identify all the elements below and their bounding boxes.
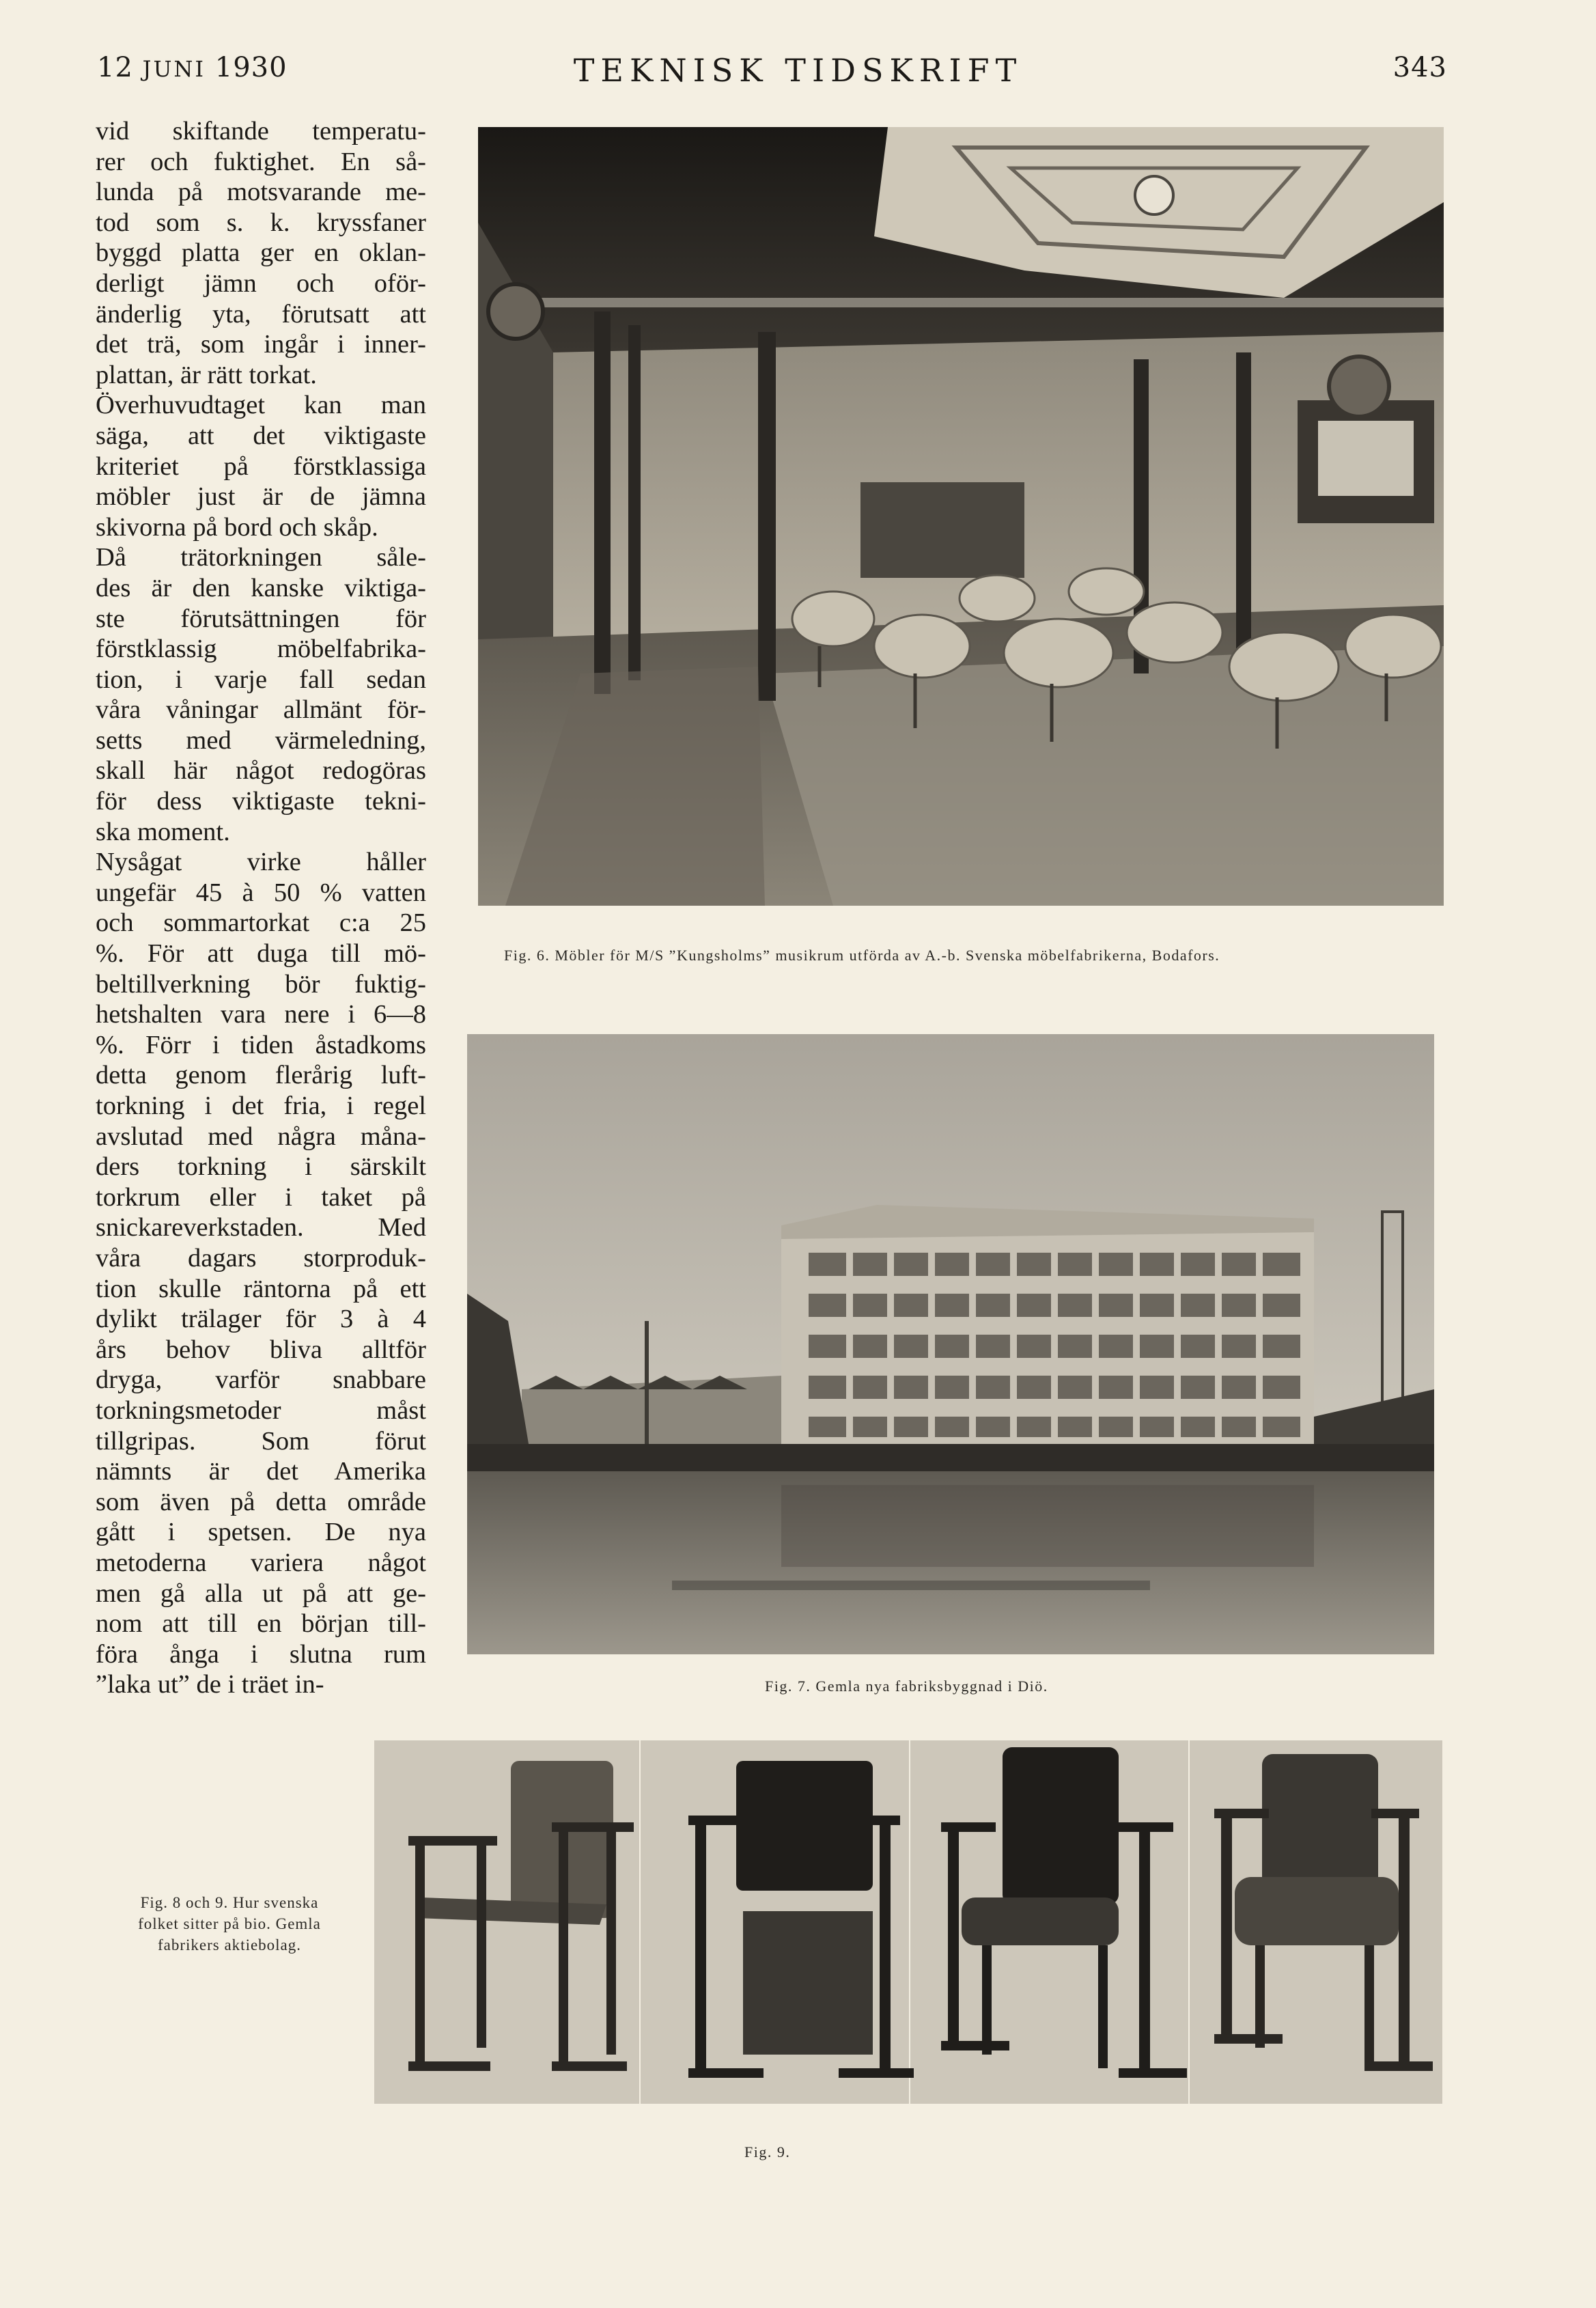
fig7-photo (467, 1034, 1434, 1654)
text-line: Överhuvudtaget kan man (96, 391, 426, 420)
text-line: ste förutsättningen för (96, 604, 426, 633)
text-line: och sommartorkat c:a 25 (96, 908, 426, 938)
text-line: tillgripas. Som förut (96, 1426, 426, 1456)
text-line: rer och fuktighet. En så- (96, 147, 426, 176)
date-year: 1930 (214, 52, 288, 83)
side-caption-line: Fig. 8 och 9. Hur svenska (140, 1894, 319, 1911)
text-line: torkrum eller i taket på (96, 1182, 426, 1212)
text-line: för dess viktigaste tekni- (96, 787, 426, 816)
body-text-column (96, 116, 426, 1700)
fig6-caption: Fig. 6. Möbler för M/S ”Kungsholms” musikrum utförda av A.-b. Svenska möbelfabrikerna, Bodafors. (504, 947, 1220, 964)
text-line: beltillverkning bör fuktig- (96, 969, 426, 999)
text-line: kriteriet på förstklassiga (96, 451, 426, 481)
journal-title: TEKNISK TIDSKRIFT (573, 52, 1023, 89)
text-line: derligt jämn och oför- (96, 268, 426, 298)
text-line: snickareverkstaden. Med (96, 1213, 426, 1242)
text-line: byggd platta ger en oklan- (96, 238, 426, 268)
text-line: avslutad med några måna- (96, 1122, 426, 1151)
text-line: dryga, varför snabbare (96, 1365, 426, 1395)
text-line: vid skiftande temperatu- (96, 117, 426, 145)
text-line: Nysågat virke håller (96, 848, 426, 877)
text-line: års behov bliva alltför (96, 1335, 426, 1364)
text-line: Då trätorkningen såle- (96, 543, 426, 572)
text-line: des är den kanske viktiga- (96, 573, 426, 602)
text-line: som även på detta område (96, 1487, 426, 1516)
fig8-9-photo (374, 1740, 1442, 2104)
text-line: ”laka ut” de i träet in- (96, 1670, 324, 1699)
text-line: ders torkning i särskilt (96, 1152, 426, 1182)
fig8-9-side-caption (102, 1892, 356, 1956)
text-line: metoderna variera något (96, 1548, 426, 1577)
text-line: hetshalten vara nere i 6—8 (96, 1000, 426, 1029)
text-line: ungefär 45 à 50 % vatten (96, 878, 426, 907)
side-caption-line: fabrikers aktiebolag. (157, 1936, 302, 1954)
text-line: möbler just är de jämna (96, 482, 426, 512)
text-line: lunda på motsvarande me- (96, 178, 426, 207)
text-line: våra dagars storproduk- (96, 1243, 426, 1273)
text-line: detta genom flerårig luft- (96, 1061, 426, 1090)
text-line: tion skulle räntorna på ett (96, 1274, 426, 1303)
text-line: änderlig yta, förutsatt att (96, 299, 426, 329)
text-line: säga, att det viktigaste (96, 421, 426, 450)
date-day: 12 (97, 52, 133, 83)
page-number: 343 (1392, 52, 1447, 83)
text-line: ska moment. (96, 817, 230, 846)
text-line: nämnts är det Amerika (96, 1457, 426, 1486)
text-line: %. För att duga till mö- (96, 939, 426, 969)
text-line: setts med värmeledning, (96, 725, 426, 755)
fig6-photo (478, 127, 1444, 906)
text-line: våra våningar allmänt för- (96, 695, 426, 725)
text-line: %. Förr i tiden åstadkoms (96, 1030, 426, 1059)
text-line: tion, i varje fall sedan (96, 665, 426, 694)
text-line: skall här något redogöras (96, 756, 426, 785)
side-caption-line: folket sitter på bio. Gemla (138, 1915, 321, 1932)
text-line: tod som s. k. kryssfaner (96, 208, 426, 237)
text-line: nom att till en början till- (96, 1609, 426, 1639)
text-line: torkning i det fria, i regel (96, 1092, 426, 1120)
text-line: plattan, är rätt torkat. (96, 360, 317, 389)
fig9-caption: Fig. 9. (744, 2143, 791, 2160)
date-month: JUNI (142, 56, 206, 82)
text-line: men gå alla ut på att ge- (96, 1579, 426, 1608)
text-line: förstklassig möbelfabrika- (96, 635, 426, 664)
text-line: föra ånga i slutna rum (96, 1639, 426, 1669)
text-line: det trä, som ingår i inner- (96, 330, 426, 359)
text-line: torkningsmetoder måst (96, 1395, 426, 1425)
text-line: dylikt trälager för 3 à 4 (96, 1305, 426, 1334)
fig7-caption: Fig. 7. Gemla nya fabriksbyggnad i Diö. (765, 1678, 1048, 1695)
text-line: gått i spetsen. De nya (96, 1518, 426, 1547)
text-line: skivorna på bord och skåp. (96, 512, 378, 542)
